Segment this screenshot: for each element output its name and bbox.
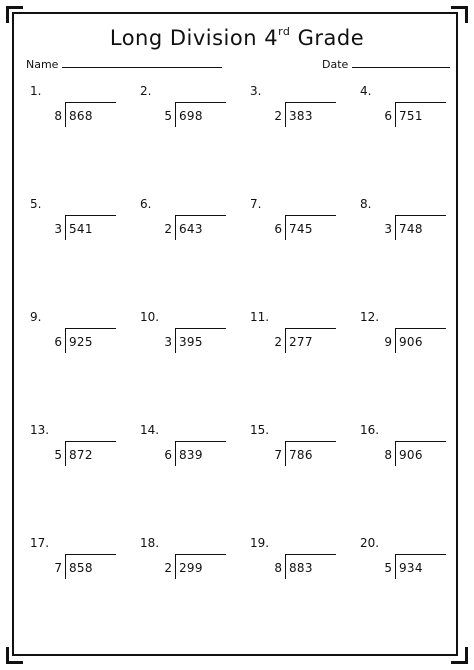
- dividend: 395: [179, 335, 203, 349]
- problem-number: 3.: [250, 84, 262, 98]
- divisor: 9: [384, 335, 392, 349]
- date-label: Date: [322, 58, 349, 71]
- dividend: 698: [179, 109, 203, 123]
- divisor: 2: [164, 222, 172, 236]
- problem-number: 18.: [140, 536, 160, 550]
- dividend: 745: [289, 222, 313, 236]
- problem-8: [354, 197, 464, 310]
- problem-grid: [24, 84, 464, 649]
- dividend: 925: [69, 335, 93, 349]
- dividend: 839: [179, 448, 203, 462]
- problem-5: [24, 197, 134, 310]
- division-problem[interactable]: [268, 215, 348, 237]
- divisor: 2: [274, 335, 282, 349]
- division-problem[interactable]: [158, 441, 238, 463]
- problem-row: [24, 536, 464, 649]
- division-problem[interactable]: [158, 215, 238, 237]
- problem-10: [134, 310, 244, 423]
- divisor: 5: [164, 109, 172, 123]
- divisor: 3: [54, 222, 62, 236]
- divisor: 7: [274, 448, 282, 462]
- divisor: 8: [54, 109, 62, 123]
- dividend: 906: [399, 448, 423, 462]
- division-problem[interactable]: [158, 328, 238, 350]
- dividend: 748: [399, 222, 423, 236]
- division-problem[interactable]: [48, 554, 128, 576]
- division-problem[interactable]: [48, 102, 128, 124]
- problem-number: 20.: [360, 536, 380, 550]
- problem-number: 13.: [30, 423, 50, 437]
- dividend: 751: [399, 109, 423, 123]
- problem-number: 19.: [250, 536, 270, 550]
- division-problem[interactable]: [378, 554, 458, 576]
- corner-mark-bottom-left: [6, 647, 23, 664]
- division-problem[interactable]: [378, 215, 458, 237]
- division-problem[interactable]: [158, 102, 238, 124]
- dividend: 643: [179, 222, 203, 236]
- problem-11: [244, 310, 354, 423]
- problem-number: 15.: [250, 423, 270, 437]
- problem-number: 5.: [30, 197, 42, 211]
- problem-17: [24, 536, 134, 649]
- divisor: 6: [164, 448, 172, 462]
- division-problem[interactable]: [378, 328, 458, 350]
- problem-6: [134, 197, 244, 310]
- problem-7: [244, 197, 354, 310]
- problem-13: [24, 423, 134, 536]
- divisor: 3: [384, 222, 392, 236]
- division-problem[interactable]: [48, 215, 128, 237]
- problem-number: 1.: [30, 84, 42, 98]
- problem-number: 9.: [30, 310, 42, 324]
- dividend: 299: [179, 561, 203, 575]
- problem-row: [24, 310, 464, 423]
- problem-number: 8.: [360, 197, 372, 211]
- dividend: 883: [289, 561, 313, 575]
- division-problem[interactable]: [48, 328, 128, 350]
- date-field[interactable]: [322, 58, 450, 71]
- name-line[interactable]: [62, 58, 222, 68]
- title-superscript: rd: [278, 25, 291, 38]
- divisor: 6: [54, 335, 62, 349]
- divisor: 2: [274, 109, 282, 123]
- divisor: 8: [384, 448, 392, 462]
- divisor: 3: [164, 335, 172, 349]
- division-problem[interactable]: [268, 441, 348, 463]
- dividend: 541: [69, 222, 93, 236]
- page-title: [0, 26, 474, 50]
- dividend: 858: [69, 561, 93, 575]
- problem-number: 14.: [140, 423, 160, 437]
- problem-20: [354, 536, 464, 649]
- problem-row: [24, 84, 464, 197]
- dividend: 383: [289, 109, 313, 123]
- problem-3: [244, 84, 354, 197]
- divisor: 8: [274, 561, 282, 575]
- corner-mark-top-left: [6, 6, 23, 23]
- problem-12: [354, 310, 464, 423]
- dividend: 906: [399, 335, 423, 349]
- problem-row: [24, 423, 464, 536]
- corner-mark-bottom-right: [451, 647, 468, 664]
- division-problem[interactable]: [48, 441, 128, 463]
- problem-1: [24, 84, 134, 197]
- division-problem[interactable]: [378, 441, 458, 463]
- division-problem[interactable]: [268, 102, 348, 124]
- problem-number: 2.: [140, 84, 152, 98]
- problem-18: [134, 536, 244, 649]
- division-problem[interactable]: [158, 554, 238, 576]
- problem-number: 16.: [360, 423, 380, 437]
- divisor: 6: [274, 222, 282, 236]
- problem-19: [244, 536, 354, 649]
- problem-row: [24, 197, 464, 310]
- dividend: 277: [289, 335, 313, 349]
- dividend: 872: [69, 448, 93, 462]
- dividend: 934: [399, 561, 423, 575]
- problem-15: [244, 423, 354, 536]
- problem-2: [134, 84, 244, 197]
- dividend: 868: [69, 109, 93, 123]
- problem-14: [134, 423, 244, 536]
- problem-number: 12.: [360, 310, 380, 324]
- date-line[interactable]: [352, 58, 450, 68]
- problem-4: [354, 84, 464, 197]
- divisor: 2: [164, 561, 172, 575]
- problem-number: 10.: [140, 310, 160, 324]
- title-text: Long Division 4: [109, 26, 279, 50]
- division-problem[interactable]: [268, 554, 348, 576]
- divisor: 5: [384, 561, 392, 575]
- name-field[interactable]: [26, 58, 222, 71]
- problem-number: 7.: [250, 197, 262, 211]
- problem-16: [354, 423, 464, 536]
- problem-number: 11.: [250, 310, 270, 324]
- name-label: Name: [26, 58, 59, 71]
- divisor: 6: [384, 109, 392, 123]
- dividend: 786: [289, 448, 313, 462]
- problem-number: 6.: [140, 197, 152, 211]
- problem-number: 17.: [30, 536, 50, 550]
- problem-number: 4.: [360, 84, 372, 98]
- corner-mark-top-right: [451, 6, 468, 23]
- problem-9: [24, 310, 134, 423]
- divisor: 7: [54, 561, 62, 575]
- divisor: 5: [54, 448, 62, 462]
- title-suffix: Grade: [297, 26, 365, 50]
- division-problem[interactable]: [268, 328, 348, 350]
- division-problem[interactable]: [378, 102, 458, 124]
